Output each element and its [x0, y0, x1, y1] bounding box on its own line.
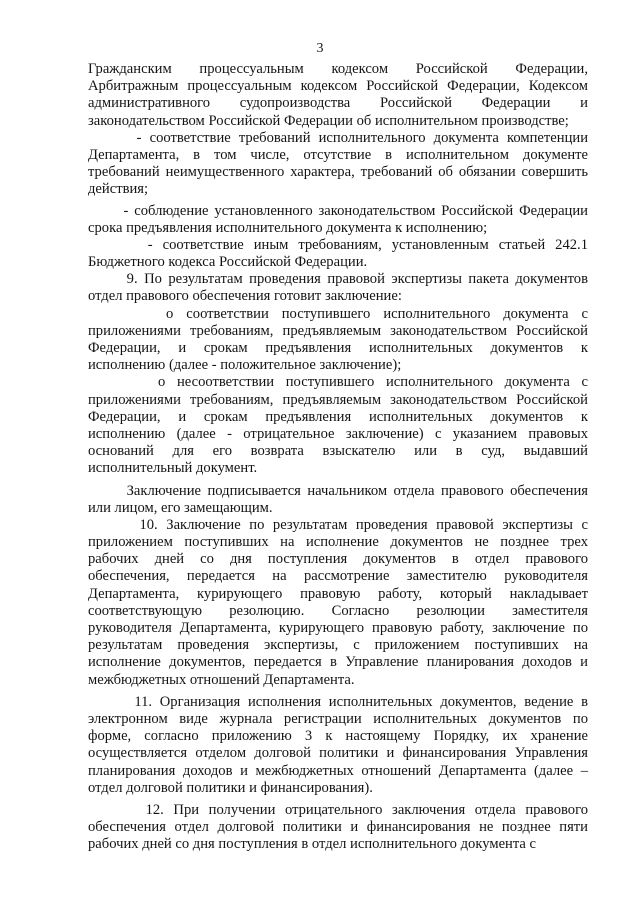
- text-line: Федерации, и срокам предъявления исполнительных документов к: [88, 408, 588, 425]
- text-line: Бюджетного кодекса Российской Федерации.: [88, 254, 368, 271]
- text-line: Департамента, курирующего правовую работу, который накладывает: [88, 585, 588, 602]
- text-line: законодательством Российской Федерации об исполнительном производстве;: [88, 112, 569, 129]
- text-line: отдел долговой политики и финансирования).: [88, 779, 373, 796]
- text-line: Заключение подписывается начальником отдела правового обеспечения: [88, 482, 588, 499]
- paragraph: [88, 203, 588, 237]
- page-number: 3: [316, 41, 324, 56]
- text-line: требований неимущественного характера, требований об обязании совершить: [88, 164, 588, 181]
- text-line: отдел правового обеспечения готовит заключение:: [88, 288, 402, 305]
- text-line: - соответствие требований исполнительного документа компетенции: [88, 129, 588, 146]
- text-line: обеспечения, передается на рассмотрение заместителю руководителя: [88, 568, 588, 585]
- text-line: о соответствии поступившего исполнительного документа с: [88, 305, 588, 322]
- text-line: планирования доходов и межбюджетных отношений Департамента (далее –: [88, 762, 588, 779]
- text-line: о несоответствии поступившего исполнительного документа с: [88, 374, 588, 391]
- text-line: исполнению (далее - положительное заключение);: [88, 357, 402, 374]
- paragraph: [88, 130, 588, 199]
- text-line: соответствующую резолюцию. Согласно резолюции заместителя: [88, 602, 588, 619]
- paragraph: [88, 517, 588, 689]
- text-line: действия;: [88, 181, 149, 198]
- text-line: - соответствие иным требованиям, установленным статьей 242.1: [88, 236, 588, 253]
- text-line: исполнению (далее - отрицательное заключение) с указанием правовых: [88, 425, 588, 442]
- text-line: 11. Организация исполнения исполнительных документов, ведение в: [88, 693, 588, 710]
- text-line: приложениями требованиям, предъявляемым законодательством Российской: [88, 322, 588, 339]
- text-line: Арбитражным процессуальным кодексом Российской Федерации, Кодексом: [88, 78, 588, 95]
- text-line: исполнительный документ.: [88, 460, 258, 477]
- text-line: форме, согласно приложению 3 к настоящему Порядку, их хранение: [88, 728, 588, 745]
- text-line: административного судопроизводства Российской Федерации и: [88, 95, 588, 112]
- text-line: 10. Заключение по результатам проведения правовой экспертизы с: [88, 516, 588, 533]
- paragraph: [88, 374, 588, 477]
- paragraph: [88, 237, 588, 271]
- paragraph: [88, 306, 588, 375]
- text-line: Департамента, в том числе, отсутствие в исполнительном документе: [88, 146, 588, 163]
- text-line: 12. При получении отрицательного заключения отдела правового: [88, 801, 588, 818]
- text-line: межбюджетных отношений Департамента.: [88, 671, 355, 688]
- text-line: осуществляется отделом долговой политики и финансирования Управления: [88, 745, 588, 762]
- text-line: исполнение документов, передается в Управление планирования доходов и: [88, 654, 588, 671]
- text-line: оснований для его возврата взыскателю или в суд, выдавший: [88, 443, 588, 460]
- text-line: рабочих дней со дня поступления в отдел исполнительного документа с: [88, 836, 537, 853]
- text-line: приложениями требованиям, предъявляемым законодательством Российской: [88, 391, 588, 408]
- text-line: Гражданским процессуальным кодексом Российской Федерации,: [88, 61, 588, 77]
- text-line: электронном виде журнала регистрации исполнительных документов по: [88, 710, 588, 727]
- paragraph: [88, 694, 588, 797]
- text-line: приложением поступивших на исполнение документов не позднее трех: [88, 534, 588, 551]
- paragraph: [88, 61, 588, 130]
- paragraph: [88, 271, 588, 305]
- paragraph: [88, 483, 588, 517]
- text-line: результатам проведения экспертизы, с приложением поступивших на: [88, 637, 588, 654]
- paragraph: [88, 802, 588, 854]
- text-line: 9. По результатам проведения правовой экспертизы пакета документов: [88, 271, 588, 288]
- text-line: Федерации, и срокам предъявления исполнительных документов к: [88, 340, 588, 356]
- text-line: - соблюдение установленного законодательством Российской Федерации: [88, 202, 588, 219]
- text-line: или лицом, его замещающим.: [88, 499, 273, 516]
- text-line: руководителя Департамента, курирующего правовую работу, заключение по: [88, 620, 588, 636]
- document-body: [88, 61, 588, 853]
- text-line: срока предъявления исполнительного документа к исполнению;: [88, 219, 488, 236]
- text-line: рабочих дней со дня поступления документов в отдел правового: [88, 551, 588, 568]
- text-line: обеспечения отдел долговой политики и финансирования не позднее пяти: [88, 819, 588, 836]
